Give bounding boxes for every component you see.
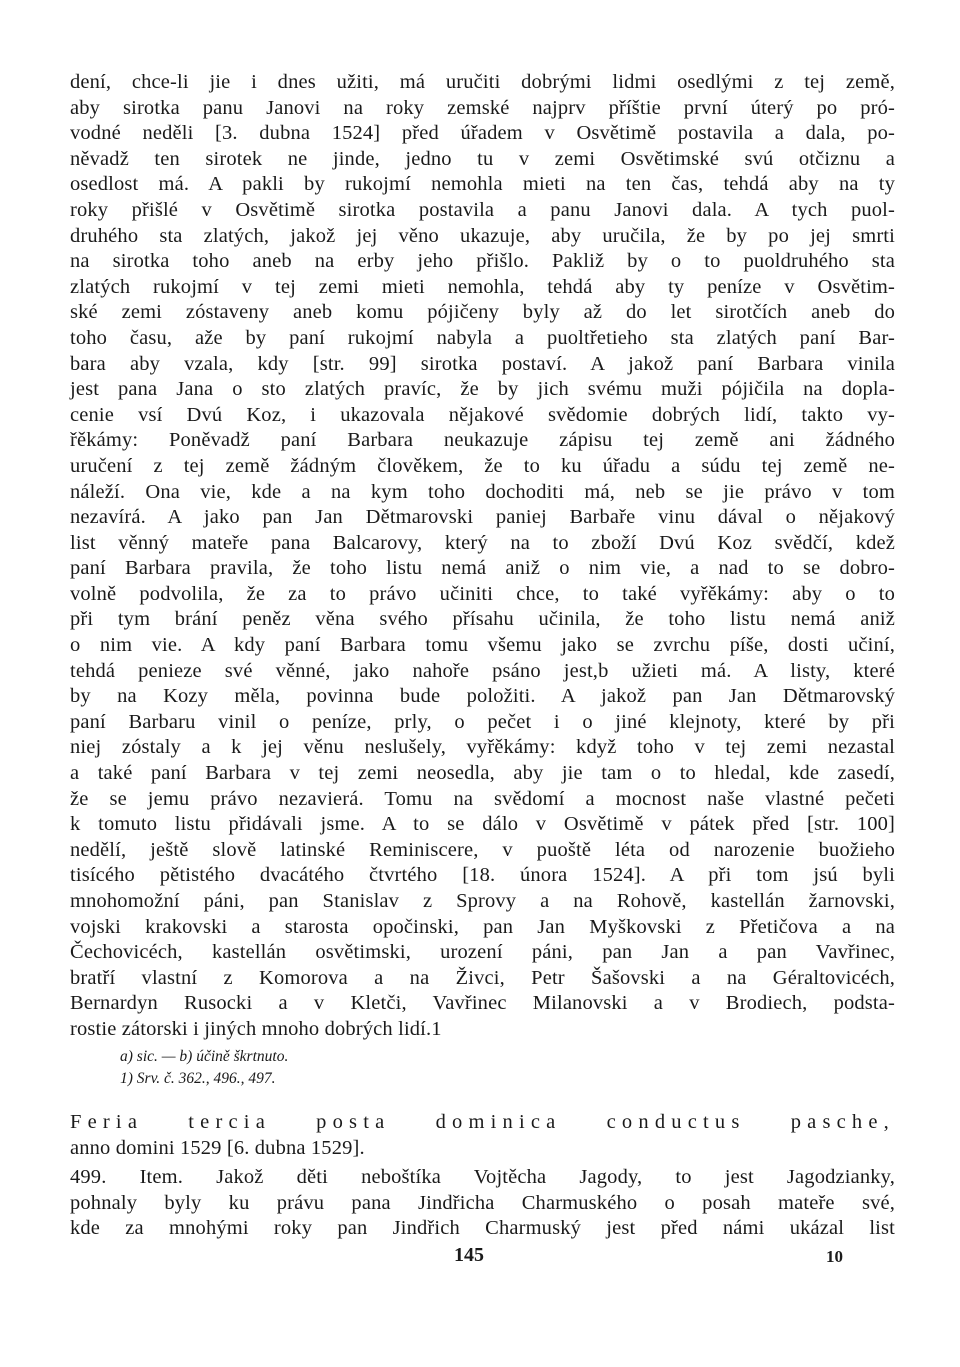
- heading-line: Feria tercia posta dominica conductus pasche,: [70, 1111, 895, 1133]
- text-line: bratří vlastní z Komorova a na Živci, Petr Šašovski a na Géraltovicéch,: [70, 966, 895, 989]
- text-line: roky přišlé v Osvětimě sirotka postavila a panu Janovi dala. A tych puol-: [70, 198, 895, 221]
- text-line: nezavírá. A jako pan Jan Dětmarovski paniej Barbaře vinu dával o nějakový: [70, 506, 895, 529]
- text-line: něvadž ten sirotek ne jinde, jedno tu v zemi Osvětimské svú otčiznu a: [70, 147, 895, 170]
- text-line: cenie vsí Dvú Koz, i ukazovala nějakové svědomie dobrých lidí, takto vy-: [70, 403, 895, 426]
- text-line: Čechovicéch, kastellán osvětimski, urození páni, pan Jan a pan Vavřinec,: [70, 941, 895, 964]
- text-line: a také paní Barbara v tej zemi neosedla, aby jie tam o to hledal, kde zasedí,: [70, 762, 895, 785]
- text-line: kde za mnohými roky pan Jindřich Charmuský jest před námi ukázal list: [70, 1217, 895, 1240]
- footnotes: [70, 1046, 895, 1090]
- text-line: aby sirotka panu Janovi na roky zemské najprv příštie první úterý po pró-: [70, 96, 895, 119]
- text-line: při tym brání peněz věna svého přísahu učinila, že toho listu nemá aniž: [70, 608, 895, 631]
- text-line: bara aby vzala, kdy [str. 99] sirotka postaví. A jakož paní Barbara vinila: [70, 352, 895, 375]
- text-line: že se jemu právo nezavierá. Tomu na svědomí a mocnost naše vlastné pečeti: [70, 787, 895, 810]
- text-line: mnohomožní páni, pan Stanislav z Sprovy a na Rohově, kastellán žarnovski,: [70, 890, 895, 912]
- text-line: osedlost má. A pakli by rukojmí nemohla mieti na ten čas, tehdá aby na ty: [70, 173, 895, 196]
- main-text: [70, 70, 895, 1043]
- text-line: niej zóstaly a k jej věnu neslušely, vyřěkámy: když toho v tej zemi nezastal: [70, 736, 895, 759]
- text-line: zlatých rukojmí v tej zemi mieti nemohla, tehdá aby ty peníze v Osvětim-: [70, 275, 895, 298]
- text-line: paní Barbaru vinil o peníze, prly, o pečet i o jiné klejnoty, které by při: [70, 710, 895, 733]
- text-line: náleží. Ona vie, kde a na kym toho dochoditi má, neb se jie právo v tom: [70, 480, 895, 503]
- text-line: by na Kozy měla, povinna bude položiti. A jakož pan Jan Dětmarovský: [70, 685, 895, 708]
- text-line: list věnný mateře pana Balcarovy, který na to zboží Dvú Koz svědčí, kdež: [70, 531, 895, 554]
- text-line: ské zemi zóstaveny aneb komu pójičeny byly až do let sirotčích aneb do: [70, 301, 895, 324]
- text-line: volně podvolila, že za to právo učiniti chce, to také vyřěkámy: aby o to: [70, 582, 895, 605]
- text-line: řěkámy: Poněvadž paní Barbara neukazuje zápisu tej země ani žádného: [70, 429, 895, 452]
- session-heading: [70, 1110, 895, 1161]
- text-line: tisícého pětistého dvacátého čtvrtého [18. února 1524]. A při tom jsú byli: [70, 864, 895, 887]
- heading-line: anno domini 1529 [6. dubna 1529].: [70, 1136, 365, 1159]
- text-line: pohnaly byly ku právu pana Jindřicha Charmuského o posah mateře své,: [70, 1191, 895, 1214]
- text-line: rostie zátorski i jiných mnoho dobrých lidí.1: [70, 1017, 442, 1040]
- text-line: Bernardyn Rusocki a v Kletči, Vavřinec Milanovski a v Brodiech, podsta-: [70, 992, 895, 1015]
- page-number: 145: [454, 1244, 484, 1266]
- text-line: 499. Item. Jakož děti neboštíka Vojtěcha Jagody, to jest Jagodzianky,: [70, 1166, 895, 1188]
- text-line: druhého sta zlatých, jakož jej věno ukazuje, aby uručila, že by po jej smrti: [70, 224, 895, 247]
- text-line: toho času, aže by paní rukojmí nabyla a puoltřetieho sta zlatých paní Bar-: [70, 326, 895, 349]
- text-line: nedělí, ještě slově latinské Reminiscere, v puoště léta od narozenie buožieho: [70, 838, 895, 861]
- text-line: na sirotka toho aneb na erby jeho přišlo. Pakliž by o to puoldruhého sta: [70, 250, 895, 273]
- text-line: dení, chce-li jie i dnes užiti, má uručiti dobrými lidmi osedlými z tej země,: [70, 71, 895, 93]
- text-line: vojski krakovski a starosta opočinski, pan Jan Myškovski z Přetičova a na: [70, 915, 895, 938]
- text-line: paní Barbara pravila, že toho listu nemá aniž o nim vie, a nad to se dobro-: [70, 557, 895, 580]
- text-line: o nim vie. A kdy paní Barbara tomu všemu jako se zvrchu píše, dosti učiní,: [70, 634, 895, 657]
- text-line: jest pana Jana o sto zlatých pravíc, že by jich svému muži pójičila na dopla-: [70, 378, 895, 401]
- text-line: uručení z tej země žádným člověkem, že to ku úřadu a súdu tej země ne-: [70, 454, 895, 477]
- entry-text: [70, 1165, 895, 1242]
- footnote: 1) Srv. č. 362., 496., 497.: [120, 1070, 276, 1087]
- text-line: k tomuto listu přidávali jsme. A to se dálo v Osvětimě v pátek před [str. 100]: [70, 813, 895, 836]
- text-line: tehdá penieze své věnné, jako nahoře psáno jest,b užieti má. A listy, které: [70, 659, 895, 682]
- text-line: vodné neděli [3. dubna 1524] před úřadem v Osvětimě postavila a dala, po-: [70, 122, 895, 145]
- signature-mark: 10: [826, 1247, 843, 1266]
- footnote: a) sic. — b) účině škrtnuto.: [120, 1048, 289, 1065]
